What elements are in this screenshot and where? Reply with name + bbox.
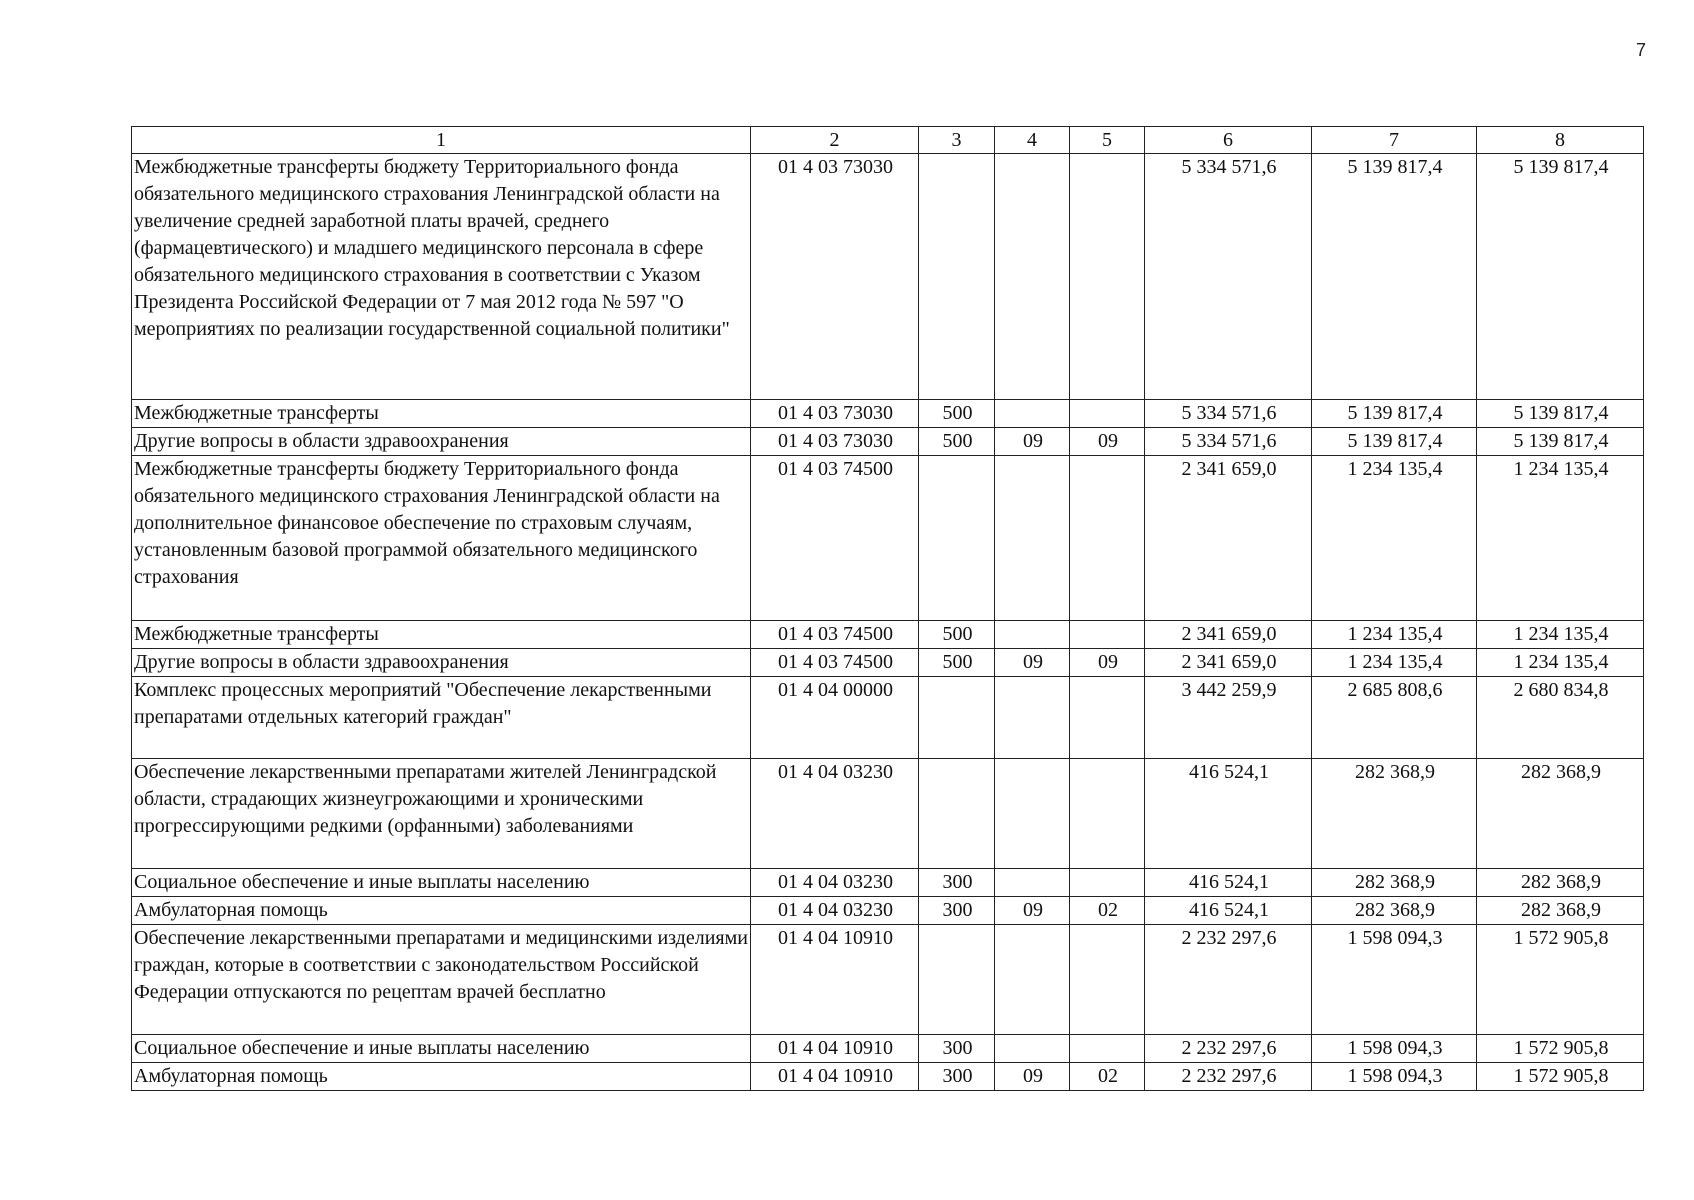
row-value-col8-cell: 5 139 817,4 — [1477, 428, 1644, 456]
row-subsection-cell — [1070, 677, 1145, 759]
row-code-cell: 01 4 04 10910 — [751, 1063, 919, 1091]
header-cell: 6 — [1145, 127, 1312, 154]
row-name-cell: Межбюджетные трансферты бюджету Территориального фонда обязательного медицинского страхования Ленинградской области на дополнительное финансовое обеспечение по страховым случаям, установленным базовой программой обязательного медицинского страхования — [132, 456, 751, 621]
row-value-col7-cell: 282 368,9 — [1312, 759, 1477, 869]
row-value-col7-cell: 1 234 135,4 — [1312, 649, 1477, 677]
row-value-col8-cell: 282 368,9 — [1477, 897, 1644, 925]
row-expense-type-cell: 300 — [919, 1035, 995, 1063]
row-section-cell — [995, 869, 1070, 897]
row-value-col8-cell: 1 234 135,4 — [1477, 649, 1644, 677]
row-name-cell: Обеспечение лекарственными препаратами жителей Ленинградской области, страдающих жизнеугрожающими и хроническими прогрессирующими редкими (орфанными) заболеваниями — [132, 759, 751, 869]
row-code-cell: 01 4 04 03230 — [751, 759, 919, 869]
table-row — [132, 897, 1644, 925]
row-value-col6-cell: 2 232 297,6 — [1145, 1035, 1312, 1063]
row-section-cell — [995, 456, 1070, 621]
row-code-cell: 01 4 03 73030 — [751, 154, 919, 400]
row-code-cell: 01 4 03 73030 — [751, 428, 919, 456]
row-value-col6-cell: 2 341 659,0 — [1145, 456, 1312, 621]
row-subsection-cell — [1070, 1035, 1145, 1063]
table-row — [132, 925, 1644, 1035]
row-name-cell: Другие вопросы в области здравоохранения — [132, 649, 751, 677]
row-value-col8-cell: 1 572 905,8 — [1477, 1035, 1644, 1063]
header-cell: 7 — [1312, 127, 1477, 154]
row-expense-type-cell — [919, 456, 995, 621]
row-expense-type-cell: 300 — [919, 869, 995, 897]
row-expense-type-cell — [919, 677, 995, 759]
row-subsection-cell: 02 — [1070, 1063, 1145, 1091]
row-expense-type-cell — [919, 154, 995, 400]
row-value-col8-cell: 2 680 834,8 — [1477, 677, 1644, 759]
row-name-cell: Амбулаторная помощь — [132, 897, 751, 925]
row-value-col6-cell: 2 341 659,0 — [1145, 621, 1312, 649]
row-code-cell: 01 4 04 00000 — [751, 677, 919, 759]
row-value-col6-cell: 5 334 571,6 — [1145, 400, 1312, 428]
row-expense-type-cell: 300 — [919, 897, 995, 925]
row-value-col6-cell: 5 334 571,6 — [1145, 154, 1312, 400]
row-name-cell: Обеспечение лекарственными препаратами и медицинскими изделиями граждан, которые в соответствии с законодательством Российской Федерации отпускаются по рецептам врачей бесплатно — [132, 925, 751, 1035]
header-row — [132, 127, 1644, 154]
row-code-cell: 01 4 03 74500 — [751, 649, 919, 677]
row-value-col6-cell: 2 341 659,0 — [1145, 649, 1312, 677]
row-value-col7-cell: 282 368,9 — [1312, 869, 1477, 897]
row-code-cell: 01 4 03 74500 — [751, 456, 919, 621]
row-section-cell — [995, 154, 1070, 400]
row-code-cell: 01 4 04 10910 — [751, 925, 919, 1035]
row-value-col8-cell: 1 234 135,4 — [1477, 621, 1644, 649]
budget-table — [131, 126, 1644, 1091]
table-row — [132, 428, 1644, 456]
table-row — [132, 759, 1644, 869]
row-section-cell — [995, 925, 1070, 1035]
table-row — [132, 1063, 1644, 1091]
row-section-cell — [995, 677, 1070, 759]
row-value-col7-cell: 1 234 135,4 — [1312, 456, 1477, 621]
row-value-col6-cell: 416 524,1 — [1145, 759, 1312, 869]
header-cell: 4 — [995, 127, 1070, 154]
header-cell: 5 — [1070, 127, 1145, 154]
row-section-cell: 09 — [995, 649, 1070, 677]
row-expense-type-cell: 500 — [919, 621, 995, 649]
row-subsection-cell — [1070, 621, 1145, 649]
table-row — [132, 677, 1644, 759]
row-expense-type-cell — [919, 759, 995, 869]
row-section-cell — [995, 621, 1070, 649]
row-expense-type-cell: 500 — [919, 400, 995, 428]
row-name-cell: Комплекс процессных мероприятий "Обеспечение лекарственными препаратами отдельных категорий граждан" — [132, 677, 751, 759]
table-row — [132, 1035, 1644, 1063]
row-value-col7-cell: 5 139 817,4 — [1312, 154, 1477, 400]
row-subsection-cell — [1070, 400, 1145, 428]
header-cell: 1 — [132, 127, 751, 154]
row-value-col8-cell: 1 572 905,8 — [1477, 925, 1644, 1035]
row-value-col7-cell: 2 685 808,6 — [1312, 677, 1477, 759]
row-code-cell: 01 4 04 03230 — [751, 897, 919, 925]
row-section-cell: 09 — [995, 897, 1070, 925]
header-cell: 3 — [919, 127, 995, 154]
table-row — [132, 154, 1644, 400]
row-section-cell: 09 — [995, 1063, 1070, 1091]
row-expense-type-cell — [919, 925, 995, 1035]
row-subsection-cell — [1070, 154, 1145, 400]
row-expense-type-cell: 300 — [919, 1063, 995, 1091]
row-value-col8-cell: 1 234 135,4 — [1477, 456, 1644, 621]
page-number: 7 — [1636, 40, 1647, 60]
row-value-col6-cell: 416 524,1 — [1145, 869, 1312, 897]
row-value-col7-cell: 5 139 817,4 — [1312, 400, 1477, 428]
table-row — [132, 456, 1644, 621]
row-value-col6-cell: 3 442 259,9 — [1145, 677, 1312, 759]
header-cell: 2 — [751, 127, 919, 154]
row-code-cell: 01 4 04 03230 — [751, 869, 919, 897]
table-row — [132, 621, 1644, 649]
row-value-col7-cell: 1 598 094,3 — [1312, 1035, 1477, 1063]
row-subsection-cell: 09 — [1070, 428, 1145, 456]
row-subsection-cell — [1070, 456, 1145, 621]
table-row — [132, 869, 1644, 897]
row-name-cell: Социальное обеспечение и иные выплаты населению — [132, 1035, 751, 1063]
row-section-cell: 09 — [995, 428, 1070, 456]
row-name-cell: Межбюджетные трансферты — [132, 621, 751, 649]
row-value-col6-cell: 5 334 571,6 — [1145, 428, 1312, 456]
row-subsection-cell — [1070, 869, 1145, 897]
row-value-col8-cell: 282 368,9 — [1477, 869, 1644, 897]
row-subsection-cell — [1070, 925, 1145, 1035]
row-value-col8-cell: 282 368,9 — [1477, 759, 1644, 869]
row-value-col8-cell: 5 139 817,4 — [1477, 154, 1644, 400]
row-name-cell: Межбюджетные трансферты — [132, 400, 751, 428]
row-subsection-cell: 09 — [1070, 649, 1145, 677]
table-row — [132, 400, 1644, 428]
row-name-cell: Межбюджетные трансферты бюджету Территориального фонда обязательного медицинского страхования Ленинградской области на увеличение средней заработной платы врачей, среднего (фармацевтического) и младшего медицинского персонала в сфере обязательного медицинского страхования в соответствии с Указом Президента Российской Федерации от 7 мая 2012 года № 597 "О мероприятиях по реализации государственной социальной политики" — [132, 154, 751, 400]
row-section-cell — [995, 400, 1070, 428]
row-value-col6-cell: 2 232 297,6 — [1145, 925, 1312, 1035]
header-cell: 8 — [1477, 127, 1644, 154]
row-value-col7-cell: 1 234 135,4 — [1312, 621, 1477, 649]
row-value-col6-cell: 416 524,1 — [1145, 897, 1312, 925]
row-value-col6-cell: 2 232 297,6 — [1145, 1063, 1312, 1091]
row-value-col8-cell: 1 572 905,8 — [1477, 1063, 1644, 1091]
row-value-col8-cell: 5 139 817,4 — [1477, 400, 1644, 428]
row-value-col7-cell: 282 368,9 — [1312, 897, 1477, 925]
table-body — [132, 154, 1644, 1091]
row-code-cell: 01 4 03 73030 — [751, 400, 919, 428]
row-value-col7-cell: 1 598 094,3 — [1312, 925, 1477, 1035]
row-code-cell: 01 4 04 10910 — [751, 1035, 919, 1063]
row-code-cell: 01 4 03 74500 — [751, 621, 919, 649]
row-expense-type-cell: 500 — [919, 428, 995, 456]
row-value-col7-cell: 5 139 817,4 — [1312, 428, 1477, 456]
row-section-cell — [995, 759, 1070, 869]
row-name-cell: Амбулаторная помощь — [132, 1063, 751, 1091]
row-subsection-cell — [1070, 759, 1145, 869]
table-row — [132, 649, 1644, 677]
row-name-cell: Социальное обеспечение и иные выплаты населению — [132, 869, 751, 897]
row-subsection-cell: 02 — [1070, 897, 1145, 925]
row-section-cell — [995, 1035, 1070, 1063]
row-expense-type-cell: 500 — [919, 649, 995, 677]
row-name-cell: Другие вопросы в области здравоохранения — [132, 428, 751, 456]
row-value-col7-cell: 1 598 094,3 — [1312, 1063, 1477, 1091]
